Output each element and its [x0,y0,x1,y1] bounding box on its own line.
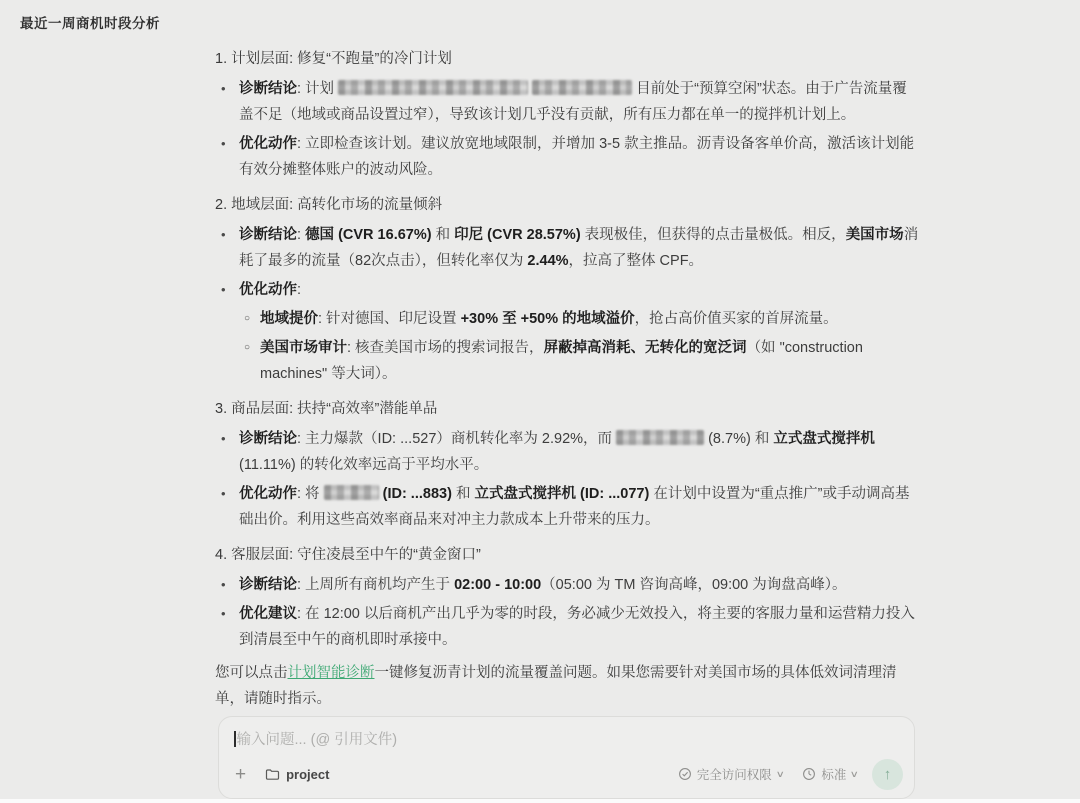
bold-text: 立式盘式搅拌机 (ID: ...077) [474,486,650,502]
bullet-marker: • [221,606,226,621]
input-placeholder: 输入问题... (@ 引用文件) [236,732,398,748]
bullet-marker: • [221,431,226,446]
plan-smart-diagnosis-link[interactable]: 计划智能诊断 [287,665,375,681]
chevron-down-icon: ∨ [775,768,785,779]
question-input[interactable] [234,728,899,749]
analysis-bullet [215,222,920,274]
folder-icon [265,768,280,781]
redacted-text [616,430,704,445]
plain-text: : 上周所有商机均产生于 [297,577,455,593]
bold-text: 诊断结论 [239,431,297,447]
analysis-heading [215,46,920,72]
plain-text: : [297,227,306,243]
bottom-edge [0,799,1080,803]
plain-text: 您可以点击 [215,665,288,681]
redacted-text [324,485,379,500]
plain-text: (11.11%) 的转化效率远高于平均水平。 [239,457,489,473]
bold-text: 印尼 (CVR 28.57%) [454,227,581,243]
plain-text: 3. 商品层面: 扶持“高效率”潜能单品 [215,401,438,417]
project-chip[interactable] [265,767,329,782]
bold-text: 诊断结论 [239,81,297,97]
permission-label: 完全访问权限 [696,768,772,782]
mode-label: 标准 [821,768,847,782]
plain-text: ，抢占高价值买家的首屏流量。 [634,311,838,327]
arrow-up-icon: ↑ [883,765,892,783]
plain-text: 1. 计划层面: 修复“不跑量”的冷门计划 [215,51,452,67]
bold-text: 优化动作 [239,486,297,502]
bullet-marker: • [221,81,226,96]
plain-text: 在计划中设置为“重点推广”或手动调高基础出价。利用这些高效率商品来对冲主力款成本上升带来的压力。 [239,486,910,528]
bold-text: 优化动作 [239,282,297,298]
bold-text: 02:00 - 10:00 [454,577,542,593]
text-caret [234,731,236,747]
bold-text: 地域提价 [260,311,318,327]
plain-text: 一键修复沥青计划的流量覆盖问题。如果您需要针对美国市场的具体低效词清理清单，请随时指示。 [215,665,897,707]
plain-text: (8.7%) 和 [704,431,774,447]
permission-selector[interactable] [678,765,784,783]
redacted-text [338,80,528,95]
plain-text: 4. 客服层面: 守住凌晨至中午的“黄金窗口” [215,547,481,563]
bold-text: 美国市场审计 [260,340,347,356]
plain-text: 和 [451,486,475,502]
plain-text: 2. 地域层面: 高转化市场的流量倾斜 [215,197,443,213]
redacted-text [532,80,632,95]
plain-text: ，拉高了整体 CPF。 [568,253,704,269]
bold-text: 优化动作 [239,136,297,152]
analysis-heading [215,396,920,422]
plain-text: 表现极佳，但获得的点击量极低。相反， [580,227,846,243]
analysis-heading [215,542,920,568]
sub-bullet-marker: ○ [244,342,251,353]
plain-text: （05:00 为 TM 咨询高峰，09:00 为询盘高峰）。 [541,577,847,593]
plain-text: : 主力爆款（ID: ...527）商机转化率为 2.92%，而 [297,431,617,447]
bullet-marker: • [221,136,226,151]
analysis-bullet [215,131,920,183]
analysis-bullet [215,572,920,598]
plain-text: 消耗了最多的流量（82次点击），但转化率仅为 [239,227,919,269]
plain-text: : 立即检查该计划。建议放宽地域限制，并增加 3-5 款主推品。沥青设备客单价高，激活该计划能有效分摊整体账户的波动风险。 [239,136,915,178]
plain-text: （如 "construction machines" 等大词）。 [260,340,863,382]
analysis-bullet [215,481,920,533]
plain-text: 和 [431,227,455,243]
gauge-icon [802,767,816,781]
composer-toolbar [233,759,903,789]
bullet-marker: • [221,227,226,242]
bold-text: +30% 至 +50% 的地域溢价 [460,311,635,327]
bullet-marker: • [221,282,226,297]
bold-text: 屏蔽掉高消耗、无转化的宽泛词 [543,340,747,356]
analysis-bullet [215,76,920,128]
bold-text: (ID: ...883) [382,486,452,502]
chevron-down-icon: ∨ [850,768,860,779]
plain-text: 目前处于“预算空闲”状态。由于广告流量覆盖不足（地域或商品设置过窄），导致该计划几乎没有贡献，所有压力都在单一的搅拌机计划上。 [239,81,907,123]
analysis-subbullet [215,335,920,387]
analysis-bullet [215,601,920,653]
project-label: project [286,766,330,782]
send-button[interactable] [872,759,903,790]
bold-text: 德国 (CVR 16.67%) [305,227,432,243]
check-circle-icon [678,767,692,781]
plain-text: : 针对德国、印尼设置 [318,311,461,327]
analysis-bullet [215,426,920,478]
analysis-heading [215,192,920,218]
analysis-subbullet [215,306,920,332]
analysis-body [215,46,920,712]
page-title: 最近一周商机时段分析 [20,16,160,31]
analysis-paragraph [215,660,920,712]
bold-text: 美国市场 [845,227,904,243]
bullet-marker: • [221,577,226,592]
bold-text: 优化建议 [239,606,297,622]
bold-text: 诊断结论 [239,577,297,593]
analysis-bullet [215,277,920,303]
plain-text: : [297,282,302,298]
bold-text: 立式盘式搅拌机 [773,431,875,447]
plain-text: : 将 [297,486,324,502]
plain-text: : 在 12:00 以后商机产出几乎为零的时段，务必减少无效投入，将主要的客服力量和运营精力投入到清晨至中午的商机即时承接中。 [239,606,915,648]
bullet-marker: • [221,486,226,501]
attach-button[interactable]: + [235,763,247,785]
bold-text: 2.44% [527,253,569,269]
chat-composer [218,716,915,799]
plain-text: : 核查美国市场的搜索词报告， [347,340,544,356]
sub-bullet-marker: ○ [244,313,251,324]
mode-selector[interactable] [802,765,858,783]
plain-text: : 计划 [297,81,339,97]
bold-text: 诊断结论 [239,227,297,243]
